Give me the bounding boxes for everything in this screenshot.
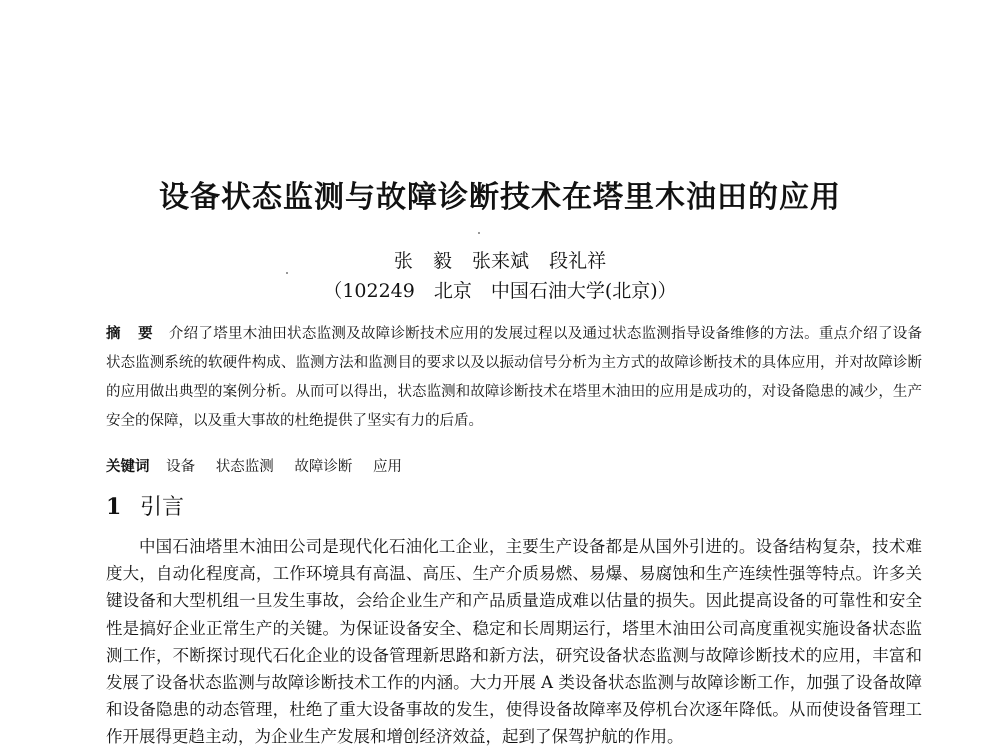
author-name: 张来斌 bbox=[472, 250, 530, 272]
author-name: 段礼祥 bbox=[549, 250, 607, 272]
affiliation: （102249 北京 中国石油大学(北京)） bbox=[323, 280, 677, 302]
body-paragraph: 中国石油塔里木油田公司是现代化石油化工企业，主要生产设备都是从国外引进的。设备结构复杂，技术难度大，自动化程度高，工作环境具有高温、高压、生产介质易燃、易爆、易腐蚀和生产连续性强等特点。许多关键设备和大型机组一旦发生事故，会给企业生产和产品质量造成难以估量的损失。因此提高设备的可靠性和安全性是搞好企业正常生产的关键。为保证设备安全、稳定和长周期运行，塔里木油田公司高度重视实施设备状态监测工作，不断探讨现代石化企业的设备管理新思路和新方法，研究设备状态监测与故障诊断技术的应用，丰富和发展了设备状态监测与故障诊断技术工作的内涵。大力开展 A 类设备状态监测与故障诊断工作，加强了设备故障和设备隐患的动态管理，杜绝了重大设备事故的发生，使得设备故障率及停机台次逐年降低。从而使设备管理工作开展得更趋主动，为企业生产发展和增创经济效益，起到了保驾护航的作用。 bbox=[106, 537, 922, 747]
section-title: 引言 bbox=[140, 495, 185, 520]
keyword: 应用 bbox=[372, 459, 402, 475]
keyword: 故障诊断 bbox=[294, 459, 353, 475]
section-heading bbox=[106, 490, 184, 521]
keyword: 状态监测 bbox=[215, 459, 274, 475]
author-name: 张 毅 bbox=[393, 250, 452, 272]
paper-title: 设备状态监测与故障诊断技术在塔里木油田的应用 bbox=[159, 180, 841, 215]
scan-speck bbox=[286, 272, 288, 274]
abstract-text: 介绍了塔里木油田状态监测及故障诊断技术应用的发展过程以及通过状态监测指导设备维修的方法。重点介绍了设备状态监测系统的软硬件构成、监测方法和监测目的要求以及以振动信号分析为主方式的故障诊断技术的具体应用，并对故障诊断的应用做出典型的案例分析。从而可以得出，状态监测和故障诊断技术在塔里木油田的应用是成功的，对设备隐患的减少，生产安全的保障，以及重大事故的杜绝提供了坚实有力的后盾。 bbox=[106, 326, 922, 429]
keywords bbox=[106, 454, 922, 480]
abstract bbox=[106, 320, 922, 436]
section-number: 1 bbox=[106, 494, 122, 520]
author-line bbox=[0, 246, 1000, 273]
keywords-label: 关键词 bbox=[106, 459, 150, 475]
keyword: 设备 bbox=[166, 459, 196, 475]
abstract-label: 摘 要 bbox=[106, 326, 159, 342]
scan-speck bbox=[478, 232, 480, 234]
